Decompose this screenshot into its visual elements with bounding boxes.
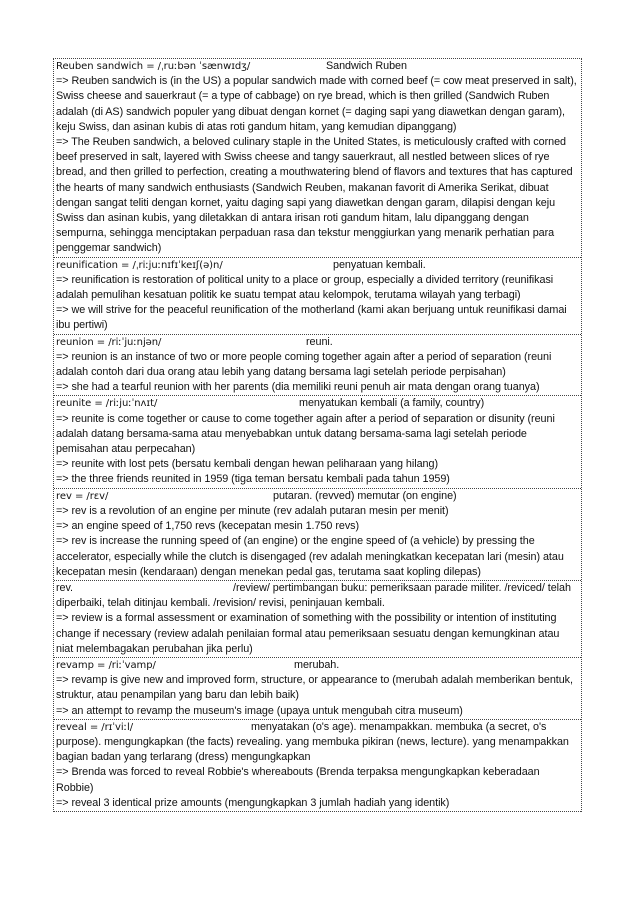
entry-translation: merubah. [294,658,340,671]
entry-headline [56,258,579,273]
entry-example: => we will strive for the peaceful reunification of the motherland (kami akan berjuang untuk reunifikasi damai ibu pertiwi) [56,304,567,332]
entry-translation: menyatakan (o's age). menampakkan. membuka (a secret, o's purpose). mengungkapkan (the facts) revealing. yang membuka pikiran (news, lecture). yang menampakkan bagian badan yang terlarang (dress) mengungkapkan [56,720,569,764]
glossary-entry-reunite [54,396,581,488]
entry-example: => Brenda was forced to reveal Robbie's whereabouts (Brenda terpaksa mengungkapkan keberadaan Robbie) [56,766,540,794]
entry-example: => an engine speed of 1,750 revs (kecepatan mesin 1.750 revs) [56,520,360,533]
entry-headline [56,658,579,673]
entry-definition: => rev is increase the running speed of (an engine) or the engine speed of (a vehicle) by pressing the accelerator, especially while the clutch is disengaged (rev adalah meningkatkan kecepatan lari (mesin) atau kecepatan mesin (kendaraan) dengan menekan pedal gas, terutama saat kopling dilepas) [56,535,564,578]
entry-headword: Reuben sandwich = /ˌruːbən ˈsænwɪdʒ/ [56,61,251,72]
glossary-entry-reunification [54,258,581,335]
entry-definition: => reunification is restoration of political unity to a place or group, especially a divided territory (reunifikasi adalah pemulihan kesatuan politik ke suatu tempat atau kelompok, terutama wilayah yang terbagi) [56,273,554,302]
entry-example: => reunite with lost pets (bersatu kembali dengan hewan peliharaan yang hilang) [56,458,438,471]
entry-headline [56,581,579,611]
entry-definition: => review is a formal assessment or examination of something with the possibility or intention of instituting change if necessary (review adalah penilaian formal atau pemeriksaan sesuatu dengan kemungkinan atau niat melembagakan perubahan jika perlu) [56,612,560,655]
entry-definition: => revamp is give new and improved form, structure, or appearance to (merubah adalah memberikan bentuk, struktur, atau penampilan yang baru dan lebih baik) [56,674,573,702]
glossary-entry-revamp [54,658,581,720]
glossary-entry-rev-review [54,581,581,658]
entry-headword: reveal = /rɪˈviːl/ [56,721,134,733]
entry-headline [56,59,579,74]
entry-headline [56,720,579,766]
entry-headline [56,335,579,350]
glossary-entry-reveal [54,720,581,812]
entry-headline [56,489,579,504]
entry-translation: reuni. [306,335,333,348]
entry-definition: => rev is a revolution of an engine per minute (rev adalah putaran mesin per menit) [56,504,449,517]
glossary-table [53,58,582,812]
entry-translation: menyatukan kembali (a family, country) [299,397,485,410]
entry-example: => the three friends reunited in 1959 (tiga teman bersatu kembali pada tahun 1959) [56,473,450,486]
glossary-entry-reuben-sandwich [54,59,581,258]
entry-example: => she had a tearful reunion with her parents (dia memiliki reuni penuh air mata dengan orang tuanya) [56,381,540,394]
glossary-entry-reunion [54,335,581,397]
entry-headline [56,396,579,411]
entry-definition: => Reuben sandwich is (in the US) a popular sandwich made with corned beef (= cow meat preserved in salt), Swiss cheese and sauerkraut (= a type of cabbage) on rye bread, which is then grilled (Sandwich Ruben adalah (di AS) sandwich populer yang dibuat dengan kornet (= daging sapi yang diawetkan dengan garam), keju Swiss, dan asinan kubis di atas roti gandum hitam, yang kemudian dipanggang) [56,75,577,133]
glossary-entry-rev [54,489,581,581]
entry-headword: reunification = /ˌriːjuːnɪfɪˈkeɪʃ(ə)n/ [56,259,223,271]
entry-headword: reunion = /riːˈjuːnjən/ [56,336,162,348]
entry-translation: /review/ pertimbangan buku: pemeriksaan parade militer. /reviced/ telah diperbaiki, telah ditinjau kembali. /revision/ revisi, peninjauan kembali. [56,581,571,610]
entry-headword: rev. [56,581,73,594]
entry-example: => The Reuben sandwich, a beloved culinary staple in the United States, is meticulously crafted with corned beef preserved in salt, layered with Swiss cheese and tangy sauerkraut, all nestled between slices of rye bread, and then grilled to perfection, creating a mouthwatering blend of flavors and textures that has captured the hearts of many sandwich enthusiasts (Sandwich Reuben, makanan favorit di Amerika Serikat, dibuat dengan sangat teliti dengan kornet, yaitu daging sapi yang diawetkan dengan garam, dilapisi dengan keju Swiss dan asinan kubis, yang diletakkan di antara irisan roti gandum hitam, lalu dipanggang dengan sempurna, sehingga menciptakan perpaduan rasa dan tekstur menggiurkan yang menarik perhatian para penggemar sandwich) [56,136,573,255]
entry-translation: Sandwich Ruben [326,60,407,72]
entry-example: => an attempt to revamp the museum's image (upaya untuk mengubah citra museum) [56,704,463,717]
entry-headword: reunite = /riːjuːˈnʌɪt/ [56,398,158,410]
entry-headword: revamp = /riːˈvamp/ [56,659,156,671]
entry-definition: => reunite is come together or cause to come together again after a period of separation or disunity (reuni adalah datang bersama-sama atau menyebabkan untuk datang bersama-sama lagi setelah periode pemisahan atau perpecahan) [56,412,555,456]
entry-headword: rev = /rɛv/ [56,490,109,502]
entry-example: => reveal 3 identical prize amounts (mengungkapkan 3 jumlah hadiah yang identik) [56,796,450,809]
entry-translation: putaran. (revved) memutar (on engine) [273,489,457,502]
entry-definition: => reunion is an instance of two or more people coming together again after a period of separation (reuni adalah contoh dari dua orang atau lebih yang datang bersama lagi setelah periode perpisahan) [56,350,552,379]
entry-translation: penyatuan kembali. [333,258,426,271]
